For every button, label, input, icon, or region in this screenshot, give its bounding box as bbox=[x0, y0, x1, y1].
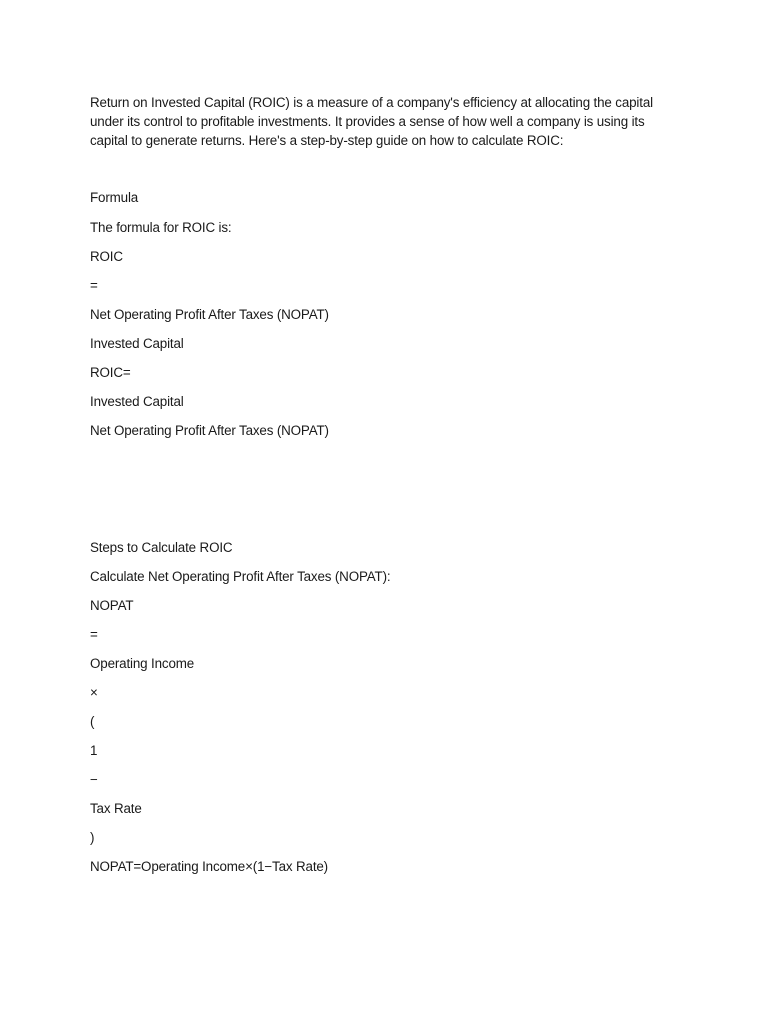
nopat-line: ( bbox=[90, 714, 95, 729]
nopat-line: Operating Income bbox=[90, 656, 195, 671]
formula-heading: Formula bbox=[90, 190, 139, 205]
nopat-line: × bbox=[90, 685, 98, 700]
formula-line: ROIC= bbox=[90, 365, 131, 380]
nopat-line: Tax Rate bbox=[90, 801, 142, 816]
formula-line: Invested Capital bbox=[90, 394, 184, 409]
intro-paragraph: Return on Invested Capital (ROIC) is a measure of a company's efficiency at allocating the capital under its control to profitable investments. It provides a sense of how well a company is using its capital to generate returns. Here's a step-by-step guide on how to calculate ROIC: bbox=[90, 95, 653, 148]
formula-line: Net Operating Profit After Taxes (NOPAT) bbox=[90, 423, 329, 438]
formula-line: Invested Capital bbox=[90, 336, 184, 351]
nopat-line: ) bbox=[90, 830, 95, 845]
formula-line: Net Operating Profit After Taxes (NOPAT) bbox=[90, 307, 329, 322]
formula-line: = bbox=[90, 278, 98, 293]
formula-intro: The formula for ROIC is: bbox=[90, 220, 232, 235]
steps-heading: Steps to Calculate ROIC bbox=[90, 540, 233, 555]
step1-heading: Calculate Net Operating Profit After Taxes (NOPAT): bbox=[90, 569, 391, 584]
nopat-line: − bbox=[90, 772, 98, 787]
formula-line: ROIC bbox=[90, 249, 123, 264]
nopat-line: NOPAT=Operating Income×(1−Tax Rate) bbox=[90, 859, 328, 874]
nopat-line: = bbox=[90, 627, 98, 642]
nopat-line: 1 bbox=[90, 743, 98, 758]
nopat-line: NOPAT bbox=[90, 598, 134, 613]
